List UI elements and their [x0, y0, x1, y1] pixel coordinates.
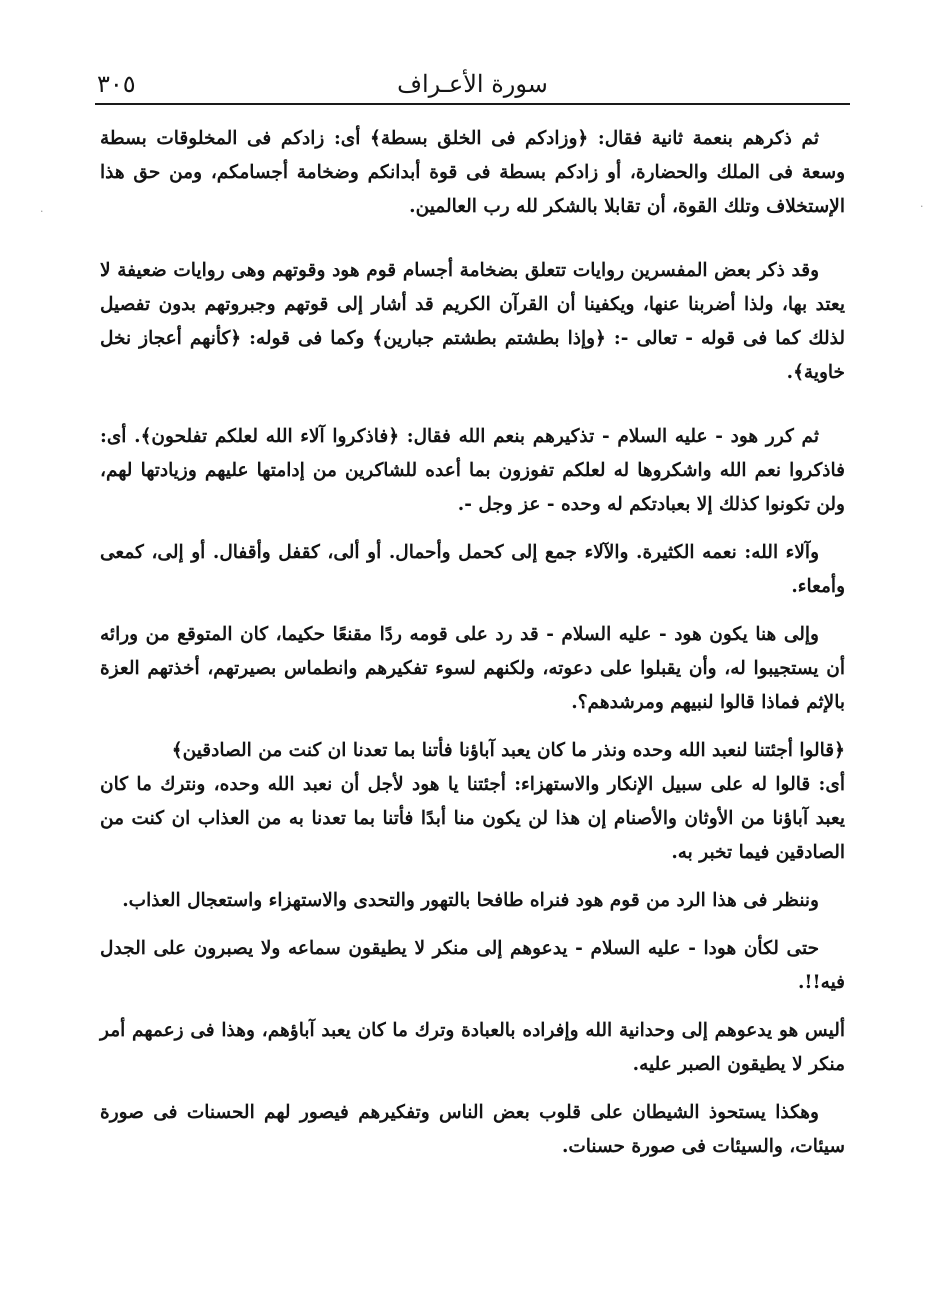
quran-verse: ﴿قالوا أجئتنا لنعبد الله وحده ونذر ما كان يعبد آباؤنا فأتنا بما تعدنا ان كنت من الصادقين﴾ [171, 740, 845, 761]
page-number: ٣٠٥ [97, 70, 136, 98]
margin-speck: · [40, 205, 44, 218]
paragraph-8: حتى لكأن هودا - عليه السلام - يدعوهم إلى منكر لا يطيقون سماعه ولا يصبرون على الجدل فيه!!. [100, 938, 845, 993]
paragraph-3: ثم كرر هود - عليه السلام - تذكيرهم بنعم الله فقال: ﴿فاذكروا آلاء الله لعلكم تفلحون﴾. أى: فاذكروا نعم الله واشكروها له لعلكم تفوزون بما أعده للشاكرين من إدامتها عليهم وزيادتها لهم، ولن تكونوا كذلك إلا بعبادتكم له وحده - عز وجل -. [100, 426, 845, 515]
paragraph-5: وإلى هنا يكون هود - عليه السلام - قد رد على قومه ردًا مقنعًا حكيما، كان المتوقع من ورائه أن يستجيبوا له، وأن يقبلوا على دعوته، ولكنهم لسوء تفكيرهم وانطماس بصيرتهم، أخذتهم العزة بالإثم فماذا قالوا لنبيهم ومرشدهم؟. [100, 624, 845, 713]
paragraph-9: أليس هو يدعوهم إلى وحدانية الله وإفراده بالعبادة وترك ما كان يعبد آباؤهم، وهذا فى زعمهم أمر منكر لا يطيقون الصبر عليه. [100, 1020, 845, 1075]
paragraph-4: وآلاء الله: نعمه الكثيرة. والآلاء جمع إلى كحمل وأحمال. أو ألى، كقفل وأقفال. أو إلى، كمعى وأمعاء. [100, 542, 845, 597]
paragraph-1: ثم ذكرهم بنعمة ثانية فقال: ﴿وزادكم فى الخلق بسطة﴾ أى: زادكم فى المخلوقات بسطة وسعة فى الملك والحضارة، أو زادكم بسطة فى قوة أبدانكم وضخامة أجسامكم، ومن حق هذا الإستخلاف وتلك القوة، أن تقابلا بالشكر لله رب العالمين. [100, 128, 845, 217]
page-header [95, 66, 850, 106]
running-title: سورة الأعـراف [397, 70, 548, 98]
paragraph-2: وقد ذكر بعض المفسرين روايات تتعلق بضخامة أجسام قوم هود وقوتهم وهى روايات ضعيفة لا يعتد بها، ولذا أضربنا عنها، ويكفينا أن القرآن الكريم قد أشار إلى قوتهم وجبروتهم بدون تفصيل لذلك كما فى قوله - تعالى -: ﴿وإذا بطشتم بطشتم جبارين﴾ وكما فى قوله: ﴿كأنهم أعجاز نخل خاوية﴾. [100, 260, 845, 383]
header-rule [95, 103, 850, 105]
margin-speck: · [920, 200, 924, 213]
paragraph-6: أى: قالوا له على سبيل الإنكار والاستهزاء: أجئتنا يا هود لأجل أن نعبد الله وحده، ونترك ما كان يعبد آباؤنا من الأوثان والأصنام إن هذا لن يكون منا أبدًا فأتنا بما تعدنا به من العذاب ان كنت من الصادقين فيما تخبر به. [100, 774, 845, 863]
paragraph-7: وننظر فى هذا الرد من قوم هود فنراه طافحا بالتهور والتحدى والاستهزاء واستعجال العذاب. [122, 890, 819, 911]
paragraph-10: وهكذا يستحوذ الشيطان على قلوب بعض الناس وتفكيرهم فيصور لهم الحسنات فى صورة سيئات، والسيئات فى صورة حسنات. [100, 1102, 845, 1157]
body-text [100, 122, 845, 1164]
